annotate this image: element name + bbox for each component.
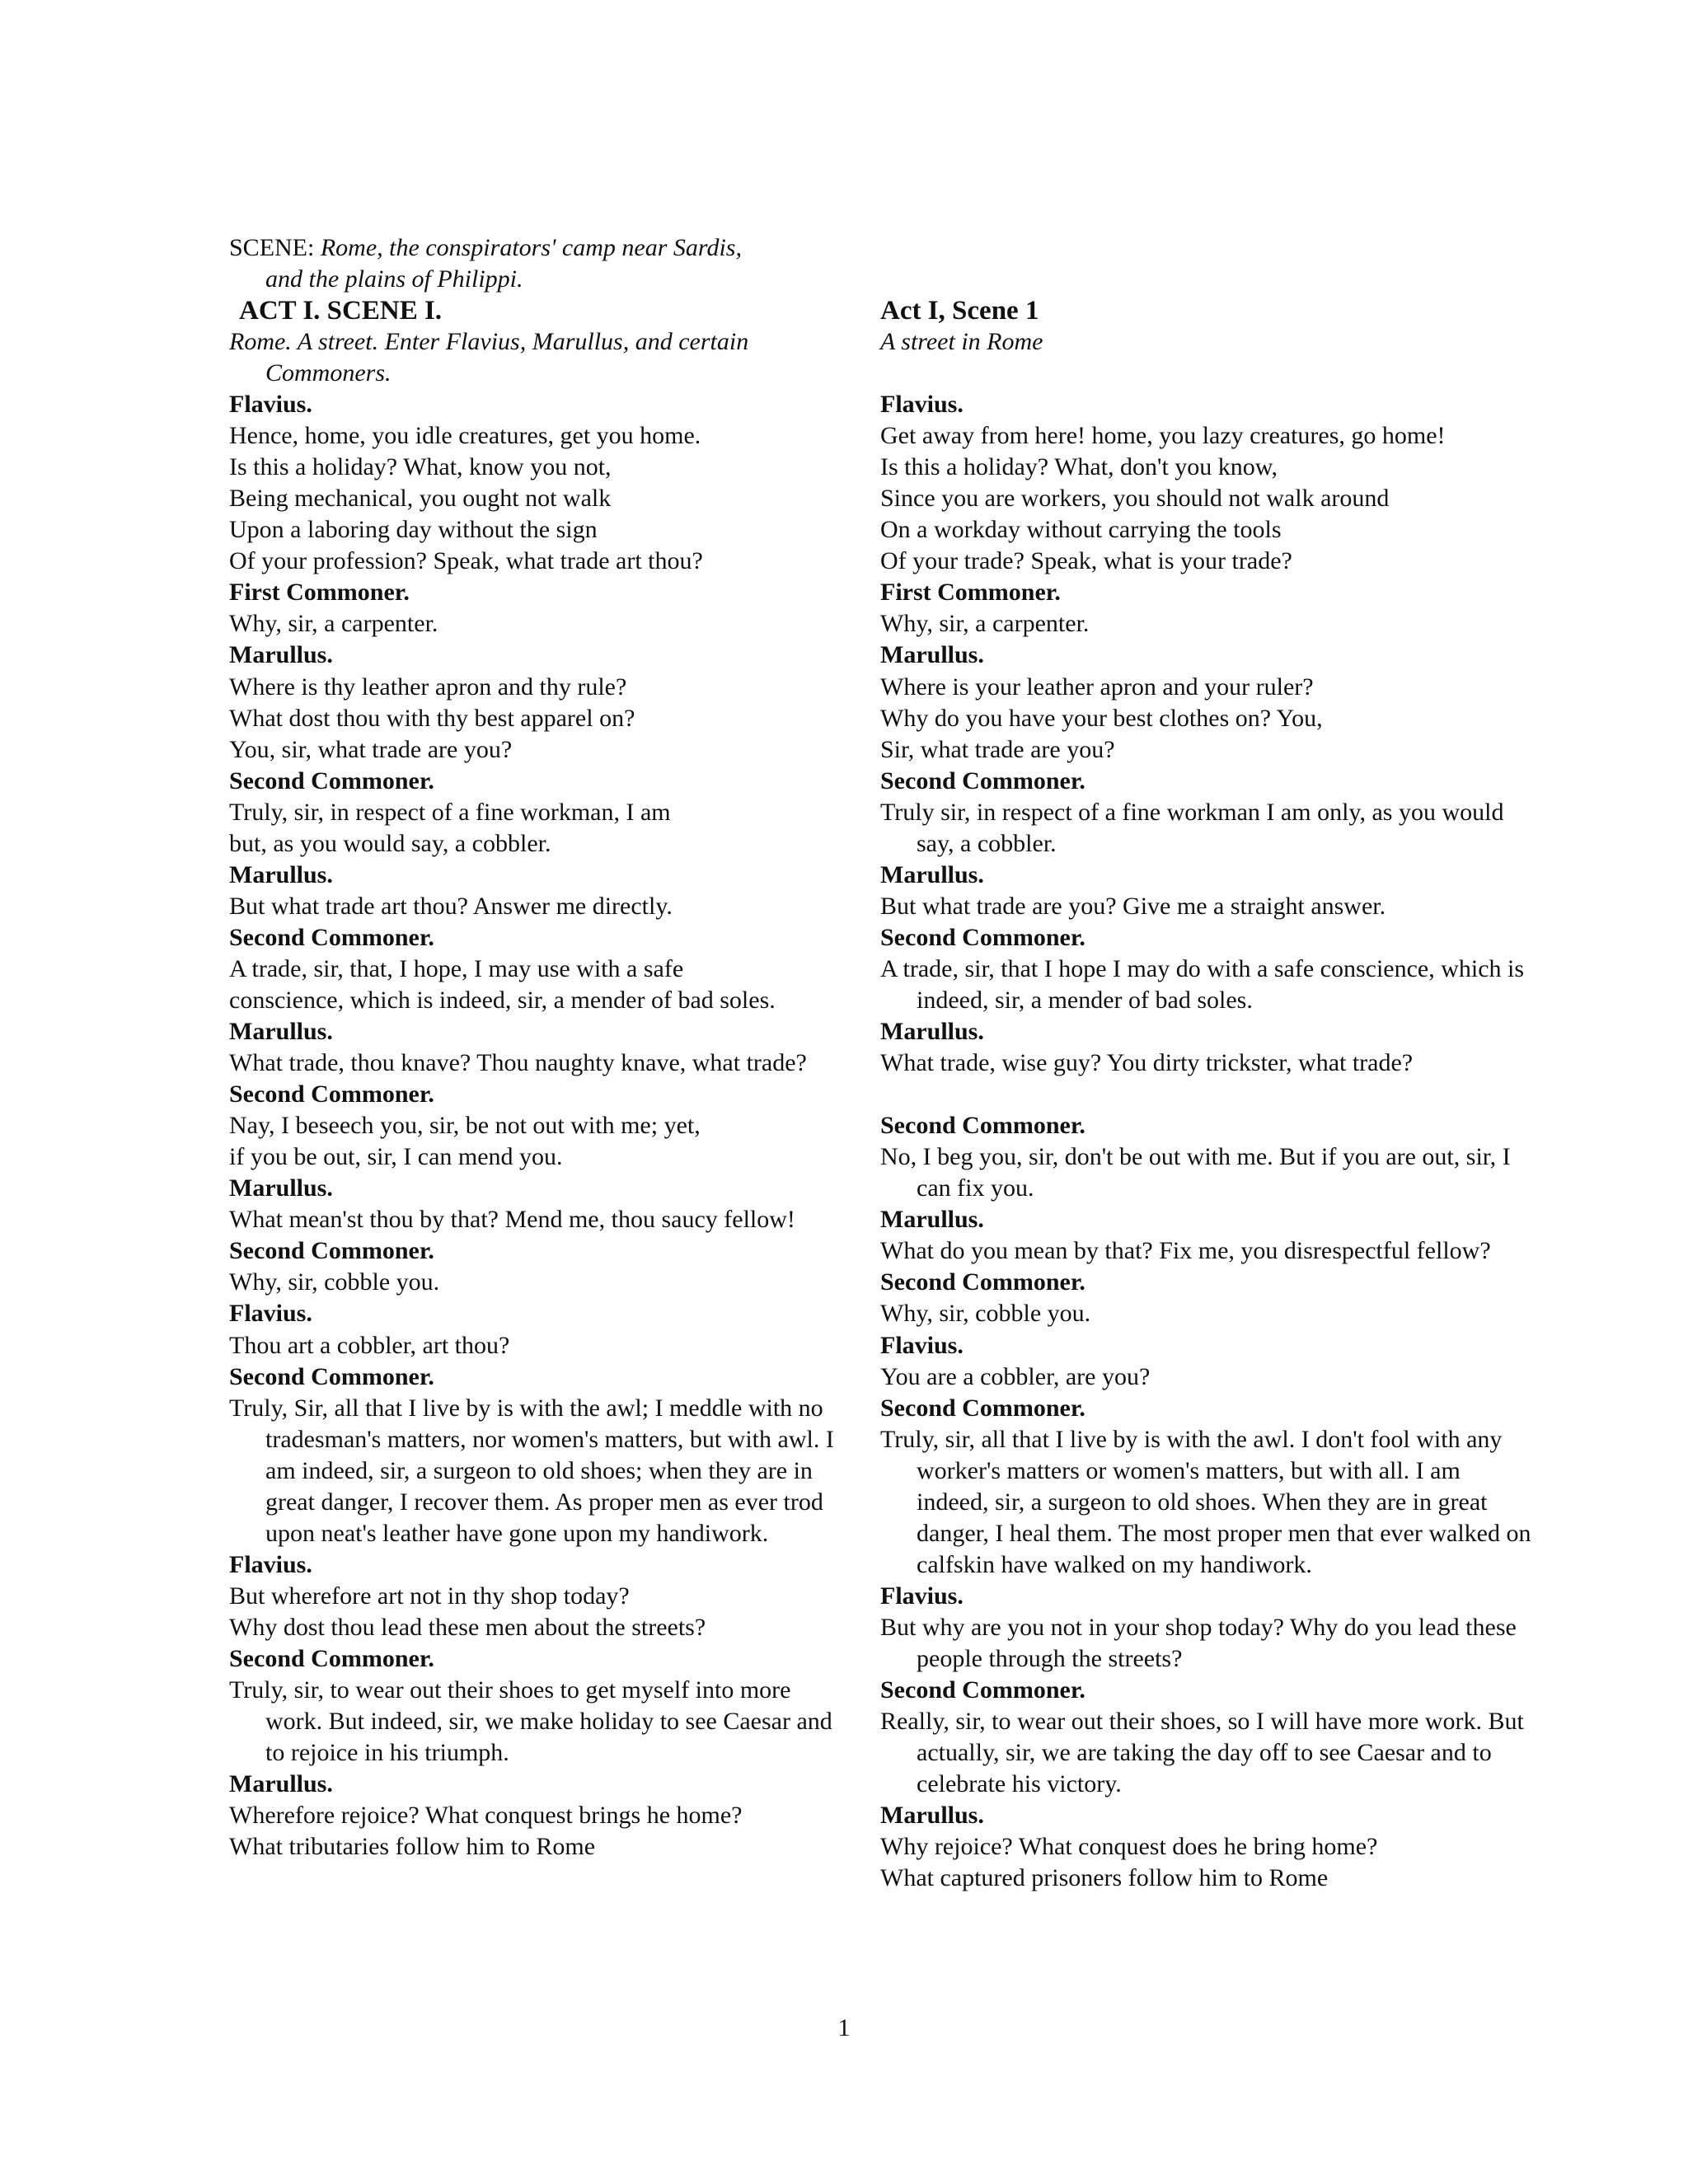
speaker-name: First Commoner.	[229, 579, 410, 607]
speech-line: What trade, wise guy? You dirty trickster, what trade?	[880, 1049, 1414, 1077]
speaker-name: Marullus.	[880, 860, 984, 888]
speaker-name: Second Commoner.	[880, 766, 1085, 794]
speaker-name: Marullus.	[229, 860, 333, 888]
speaker-name: Flavius.	[880, 391, 964, 419]
speech-line: Why, sir, cobble you.	[229, 1268, 440, 1296]
speech-line: Why rejoice? What conquest does he bring home?	[880, 1833, 1378, 1861]
speech-line: You, sir, what trade are you?	[229, 735, 513, 763]
speaker-name: First Commoner.	[880, 579, 1061, 607]
speech-line: Thou art a cobbler, art thou?	[229, 1331, 510, 1359]
speech-line: What do you mean by that? Fix me, you disrespectful fellow?	[880, 1237, 1491, 1265]
modern-heading: Act I, Scene 1	[880, 296, 1039, 326]
speech-line: On a workday without carrying the tools	[880, 516, 1282, 544]
speech-line: What dost thou with thy best apparel on?	[229, 704, 635, 732]
speech-line: Truly, sir, to wear out their shoes to get myself into more work. But indeed, sir, we make holiday to see Caesar and to rejoice in his triumph.	[229, 1676, 832, 1767]
original-heading: ACT I. SCENE I.	[239, 296, 443, 326]
speaker-name: Marullus.	[229, 1018, 333, 1046]
speaker-name: Second Commoner.	[880, 1394, 1085, 1422]
speaker-name: Second Commoner.	[229, 1362, 434, 1390]
speech-line: Truly, Sir, all that I live by is with the awl; I meddle with no tradesman's matters, nor women's matters, but with awl. I am indeed, sir, a surgeon to old shoes; when they are in great danger, I recover them. As proper men as ever trod upon neat's leather have gone upon my handiwork.	[229, 1394, 834, 1547]
speech-line: Get away from here! home, you lazy creatures, go home!	[880, 422, 1446, 450]
setting-note	[229, 232, 856, 295]
speech-line: Why, sir, a carpenter.	[229, 610, 438, 638]
speech-line: What tributaries follow him to Rome	[229, 1833, 596, 1861]
speech-line: Of your profession? Speak, what trade art thou?	[229, 547, 703, 575]
speech-line: But what trade art thou? Answer me directly.	[229, 892, 673, 920]
speaker-name: Second Commoner.	[229, 1644, 434, 1672]
speech-line: But why are you not in your shop today? Why do you lead these people through the streets?	[880, 1613, 1517, 1672]
stage-direction: Rome. A street. Enter Flavius, Marullus, and certain Commoners.	[229, 328, 749, 387]
speech-line: Why, sir, a carpenter.	[880, 610, 1090, 638]
stage-direction: A street in Rome	[880, 328, 1043, 355]
speech-line: No, I beg you, sir, don't be out with me. But if you are out, sir, I can fix you.	[880, 1143, 1511, 1202]
speaker-name: Second Commoner.	[880, 1268, 1085, 1296]
spacer	[880, 1079, 1531, 1110]
speaker-name: Second Commoner.	[880, 1112, 1085, 1140]
spacer	[880, 358, 1531, 389]
setting-text-line1: Rome, the conspirators' camp near Sardis,	[320, 234, 742, 261]
speaker-name: Marullus.	[880, 1206, 984, 1234]
speech-line: But wherefore art not in thy shop today?	[229, 1582, 630, 1610]
speech-line: if you be out, sir, I can mend you.	[229, 1143, 563, 1171]
speech-line: Of your trade? Speak, what is your trade?	[880, 547, 1292, 575]
speech-line: Why dost thou lead these men about the streets?	[229, 1613, 706, 1641]
speech-line: Really, sir, to wear out their shoes, so I will have more work. But actually, sir, we are taking the day off to see Caesar and to celebrate his victory.	[880, 1708, 1524, 1798]
speech-line: What mean'st thou by that? Mend me, thou saucy fellow!	[229, 1206, 795, 1234]
speaker-name: Marullus.	[880, 641, 984, 669]
speaker-name: Flavius.	[229, 1550, 312, 1578]
speaker-name: Marullus.	[880, 1802, 984, 1830]
speech-line: Being mechanical, you ought not walk	[229, 485, 612, 513]
speaker-name: Flavius.	[880, 1331, 964, 1359]
speech-line: Upon a laboring day without the sign	[229, 516, 598, 544]
speech-line: Truly sir, in respect of a fine workman I am only, as you would say, a cobbler.	[880, 798, 1504, 857]
speech-line: But what trade are you? Give me a straight answer.	[880, 892, 1386, 920]
speaker-name: Second Commoner.	[880, 923, 1085, 951]
speech-line: What trade, thou knave? Thou naughty knave, what trade?	[229, 1049, 807, 1077]
speaker-name: Second Commoner.	[880, 1676, 1085, 1704]
speech-line: Where is your leather apron and your ruler?	[880, 673, 1314, 701]
speaker-name: Marullus.	[880, 1018, 984, 1046]
speech-line: but, as you would say, a cobbler.	[229, 829, 551, 857]
speaker-name: Flavius.	[229, 1300, 312, 1328]
speech-line: Where is thy leather apron and thy rule?	[229, 673, 627, 701]
setting-text-line2: and the plains of Philippi.	[265, 265, 523, 293]
speech-line: Sir, what trade are you?	[880, 735, 1115, 763]
speech-line: Hence, home, you idle creatures, get you home.	[229, 422, 701, 450]
speech-line: Why, sir, cobble you.	[880, 1300, 1091, 1328]
speaker-name: Second Commoner.	[229, 923, 434, 951]
speech-line: Is this a holiday? What, don't you know,	[880, 453, 1278, 481]
speaker-name: Marullus.	[229, 1174, 333, 1202]
speaker-name: Flavius.	[229, 391, 312, 419]
speech-line: Wherefore rejoice? What conquest brings he home?	[229, 1802, 743, 1830]
modern-text-column	[880, 295, 1531, 1894]
speech-line: What captured prisoners follow him to Rome	[880, 1864, 1329, 1892]
speech-line: Truly, sir, all that I live by is with the awl. I don't fool with any worker's matters or women's matters, but with all. I am indeed, sir, a surgeon to old shoes. When they are in great danger, I heal them. The most proper men that ever walked on calfskin have walked on my handiwork.	[880, 1425, 1531, 1578]
speech-line: A trade, sir, that, I hope, I may use with a safe	[229, 954, 684, 982]
speech-line: Nay, I beseech you, sir, be not out with me; yet,	[229, 1112, 701, 1140]
speaker-name: Second Commoner.	[229, 766, 434, 794]
speaker-name: Second Commoner.	[229, 1237, 434, 1265]
speech-line: You are a cobbler, are you?	[880, 1362, 1151, 1390]
setting-label: SCENE:	[229, 234, 315, 261]
speech-line: Truly, sir, in respect of a fine workman, I am	[229, 798, 671, 826]
speech-line: conscience, which is indeed, sir, a mender of bad soles.	[229, 986, 776, 1014]
speech-line: Since you are workers, you should not walk around	[880, 485, 1390, 513]
speaker-name: Marullus.	[229, 1770, 333, 1798]
speaker-name: Second Commoner.	[229, 1080, 434, 1108]
speaker-name: Flavius.	[880, 1582, 964, 1610]
original-text-column	[229, 295, 843, 1863]
speech-line: Is this a holiday? What, know you not,	[229, 453, 612, 481]
speaker-name: Marullus.	[229, 641, 333, 669]
page-number: 1	[837, 2014, 851, 2041]
speech-line: Why do you have your best clothes on? You,	[880, 704, 1323, 732]
speech-line: A trade, sir, that I hope I may do with a safe conscience, which is indeed, sir, a mender of bad soles.	[880, 954, 1525, 1014]
